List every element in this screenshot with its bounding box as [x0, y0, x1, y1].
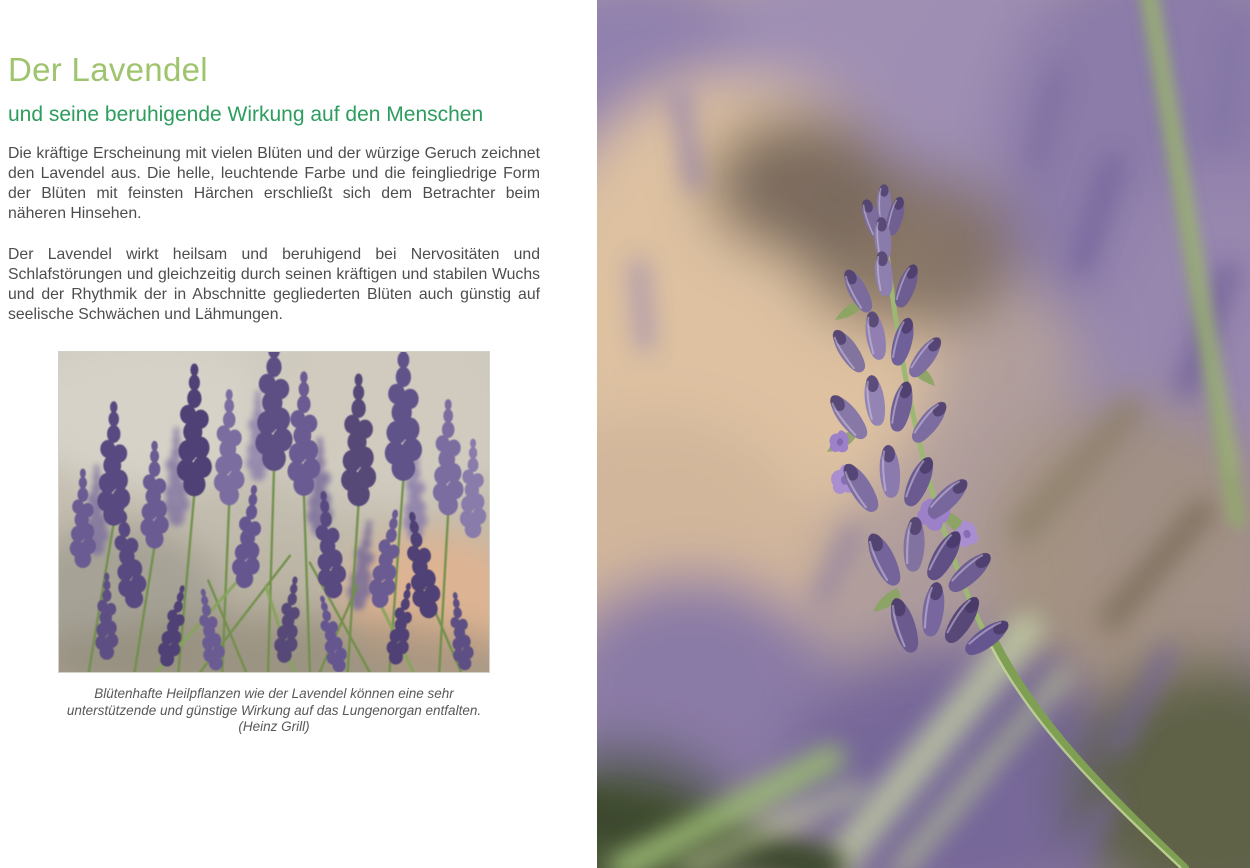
inset-photo-figure	[58, 351, 490, 736]
page-subtitle: und seine beruhigende Wirkung auf den Menschen	[8, 103, 484, 127]
right-photo-page	[597, 0, 1250, 868]
page-title: Der Lavendel	[8, 51, 208, 88]
photo-caption: Blütenhafte Heilpflanzen wie der Lavendel können eine sehr unterstützende und günstige Wirkung auf das Lungenorgan entfalten. (Heinz Grill)	[66, 686, 482, 735]
lavender-field-photo	[58, 351, 490, 673]
left-page	[0, 0, 597, 868]
lavender-closeup-photo	[597, 0, 1250, 868]
healing-paragraph: Der Lavendel wirkt heilsam und beruhigend bei Nervositäten und Schlafstörungen und gleichzeitig durch seinen kräftigen und stabilen Wuchs und der Rhythmik der in Abschnitte gegliederten Blüten auch günstig auf seelische Schwächen und Lähmungen.	[8, 246, 540, 324]
intro-paragraph: Die kräftige Erscheinung mit vielen Blüten und der würzige Geruch zeichnet den Lavendel aus. Die helle, leuchtende Farbe und die feingliedrige Form der Blüten mit feinsten Härchen erschließt sich dem Betrachter beim näheren Hinsehen.	[8, 145, 540, 223]
